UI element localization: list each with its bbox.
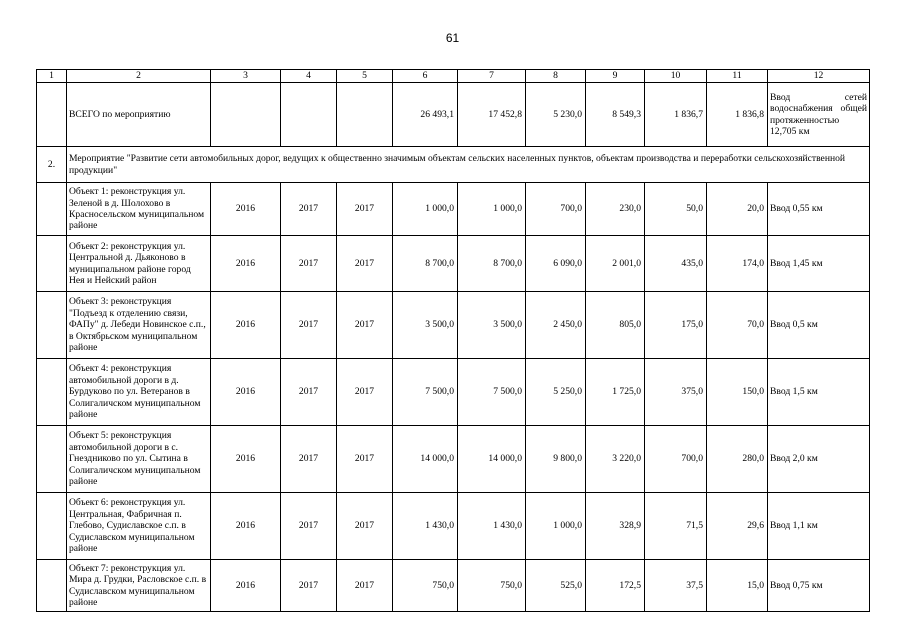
column-header: 6 — [393, 70, 458, 83]
table-row — [37, 359, 870, 426]
cost-value: 2 450,0 — [526, 292, 586, 359]
cost-value: 172,5 — [586, 560, 645, 612]
cost-value: 750,0 — [393, 560, 458, 612]
cost-value: 71,5 — [645, 493, 707, 560]
cost-value: 5 250,0 — [526, 359, 586, 426]
start-year: 2016 — [211, 236, 281, 292]
cost-value: 70,0 — [707, 292, 768, 359]
total-label: ВСЕГО по мероприятию — [67, 83, 211, 147]
column-header: 1 — [37, 70, 67, 83]
total-num-cell — [37, 83, 67, 147]
cost-value: 435,0 — [645, 236, 707, 292]
cost-value: 1 000,0 — [526, 493, 586, 560]
object-name: Объект 5: реконструкция автомобильной дороги в с. Гнездниково по ул. Сытина в Солигаличском муниципальном районе — [67, 426, 211, 493]
cost-value: 14 000,0 — [393, 426, 458, 493]
result-value: Ввод 0,5 км — [768, 292, 870, 359]
cost-value: 37,5 — [645, 560, 707, 612]
section-row — [37, 147, 870, 183]
table-row — [37, 560, 870, 612]
cost-value: 175,0 — [645, 292, 707, 359]
table-row — [37, 426, 870, 493]
total-row — [37, 83, 870, 147]
commission-year: 2017 — [337, 183, 393, 236]
end-year: 2017 — [281, 426, 337, 493]
cost-value: 9 800,0 — [526, 426, 586, 493]
row-number-cell — [37, 183, 67, 236]
cost-value: 29,6 — [707, 493, 768, 560]
cost-value: 8 700,0 — [458, 236, 526, 292]
cost-value: 1 430,0 — [393, 493, 458, 560]
total-value: 1 836,8 — [707, 83, 768, 147]
total-value: 26 493,1 — [393, 83, 458, 147]
cost-value: 700,0 — [526, 183, 586, 236]
object-name: Объект 7: реконструкция ул. Мира д. Грудки, Расловское с.п. в Судиславском муниципальном районе — [67, 560, 211, 612]
start-year: 2016 — [211, 560, 281, 612]
object-name: Объект 3: реконструкция "Подъезд к отделению связи, ФАПу" д. Лебеди Новинское с.п., в Октябрьском муниципальном районе — [67, 292, 211, 359]
total-result: Ввод сетей водоснабжения общей протяженностью 12,705 км — [768, 83, 870, 147]
result-value: Ввод 1,45 км — [768, 236, 870, 292]
result-value: Ввод 0,75 км — [768, 560, 870, 612]
row-number-cell — [37, 426, 67, 493]
cost-value: 20,0 — [707, 183, 768, 236]
column-header: 12 — [768, 70, 870, 83]
result-value: Ввод 1,1 км — [768, 493, 870, 560]
cost-value: 7 500,0 — [393, 359, 458, 426]
cost-value: 1 725,0 — [586, 359, 645, 426]
cost-value: 750,0 — [458, 560, 526, 612]
cost-value: 3 500,0 — [458, 292, 526, 359]
start-year: 2016 — [211, 183, 281, 236]
object-name: Объект 6: реконструкция ул. Центральная, Фабричная п. Глебово, Судиславское с.п. в Судиславском муниципальном районе — [67, 493, 211, 560]
row-number-cell — [37, 292, 67, 359]
cost-value: 8 700,0 — [393, 236, 458, 292]
row-number-cell — [37, 236, 67, 292]
cost-value: 14 000,0 — [458, 426, 526, 493]
cost-value: 280,0 — [707, 426, 768, 493]
total-value: 5 230,0 — [526, 83, 586, 147]
row-number-cell — [37, 560, 67, 612]
end-year: 2017 — [281, 493, 337, 560]
column-header: 2 — [67, 70, 211, 83]
cost-value: 6 090,0 — [526, 236, 586, 292]
cost-value: 2 001,0 — [586, 236, 645, 292]
cost-value: 3 220,0 — [586, 426, 645, 493]
result-value: Ввод 1,5 км — [768, 359, 870, 426]
end-year: 2017 — [281, 183, 337, 236]
end-year: 2017 — [281, 359, 337, 426]
start-year: 2016 — [211, 359, 281, 426]
column-number-row — [37, 70, 870, 83]
cost-value: 1 430,0 — [458, 493, 526, 560]
total-value: 8 549,3 — [586, 83, 645, 147]
commission-year: 2017 — [337, 359, 393, 426]
object-name: Объект 4: реконструкция автомобильной дороги в д. Бурдуково по ул. Ветеранов в Солигаличском муниципальном районе — [67, 359, 211, 426]
total-cell — [211, 83, 281, 147]
end-year: 2017 — [281, 560, 337, 612]
table-row — [37, 493, 870, 560]
row-number-cell — [37, 359, 67, 426]
section-number: 2. — [37, 147, 67, 183]
total-cell — [337, 83, 393, 147]
commission-year: 2017 — [337, 560, 393, 612]
commission-year: 2017 — [337, 292, 393, 359]
result-value: Ввод 0,55 км — [768, 183, 870, 236]
table-row — [37, 183, 870, 236]
column-header: 7 — [458, 70, 526, 83]
cost-value: 230,0 — [586, 183, 645, 236]
total-cell — [281, 83, 337, 147]
row-number-cell — [37, 493, 67, 560]
column-header: 10 — [645, 70, 707, 83]
cost-value: 15,0 — [707, 560, 768, 612]
cost-value: 3 500,0 — [393, 292, 458, 359]
commission-year: 2017 — [337, 236, 393, 292]
total-value: 17 452,8 — [458, 83, 526, 147]
column-header: 9 — [586, 70, 645, 83]
column-header: 3 — [211, 70, 281, 83]
total-value: 1 836,7 — [645, 83, 707, 147]
cost-value: 50,0 — [645, 183, 707, 236]
object-name: Объект 2: реконструкция ул. Центральной д. Дьяконово в муниципальном районе город Нея и Нейский район — [67, 236, 211, 292]
cost-value: 1 000,0 — [458, 183, 526, 236]
column-header: 11 — [707, 70, 768, 83]
commission-year: 2017 — [337, 493, 393, 560]
result-value: Ввод 2,0 км — [768, 426, 870, 493]
cost-value: 328,9 — [586, 493, 645, 560]
column-header: 8 — [526, 70, 586, 83]
start-year: 2016 — [211, 292, 281, 359]
table-row — [37, 236, 870, 292]
end-year: 2017 — [281, 292, 337, 359]
start-year: 2016 — [211, 426, 281, 493]
object-rows — [37, 183, 870, 612]
start-year: 2016 — [211, 493, 281, 560]
cost-value: 525,0 — [526, 560, 586, 612]
cost-value: 700,0 — [645, 426, 707, 493]
cost-value: 174,0 — [707, 236, 768, 292]
cost-value: 1 000,0 — [393, 183, 458, 236]
section-title: Мероприятие "Развитие сети автомобильных дорог, ведущих к общественно значимым объектам сельских населенных пунктов, объектам производства и переработки сельскохозяйственной продукции" — [67, 147, 870, 183]
column-header: 5 — [337, 70, 393, 83]
commission-year: 2017 — [337, 426, 393, 493]
table-row — [37, 292, 870, 359]
end-year: 2017 — [281, 236, 337, 292]
page-number: 61 — [445, 31, 460, 45]
column-header: 4 — [281, 70, 337, 83]
object-name: Объект 1: реконструкция ул. Зеленой в д. Шолохово в Красносельском муниципальном районе — [67, 183, 211, 236]
cost-value: 150,0 — [707, 359, 768, 426]
cost-value: 805,0 — [586, 292, 645, 359]
cost-value: 7 500,0 — [458, 359, 526, 426]
budget-table — [36, 69, 870, 612]
cost-value: 375,0 — [645, 359, 707, 426]
